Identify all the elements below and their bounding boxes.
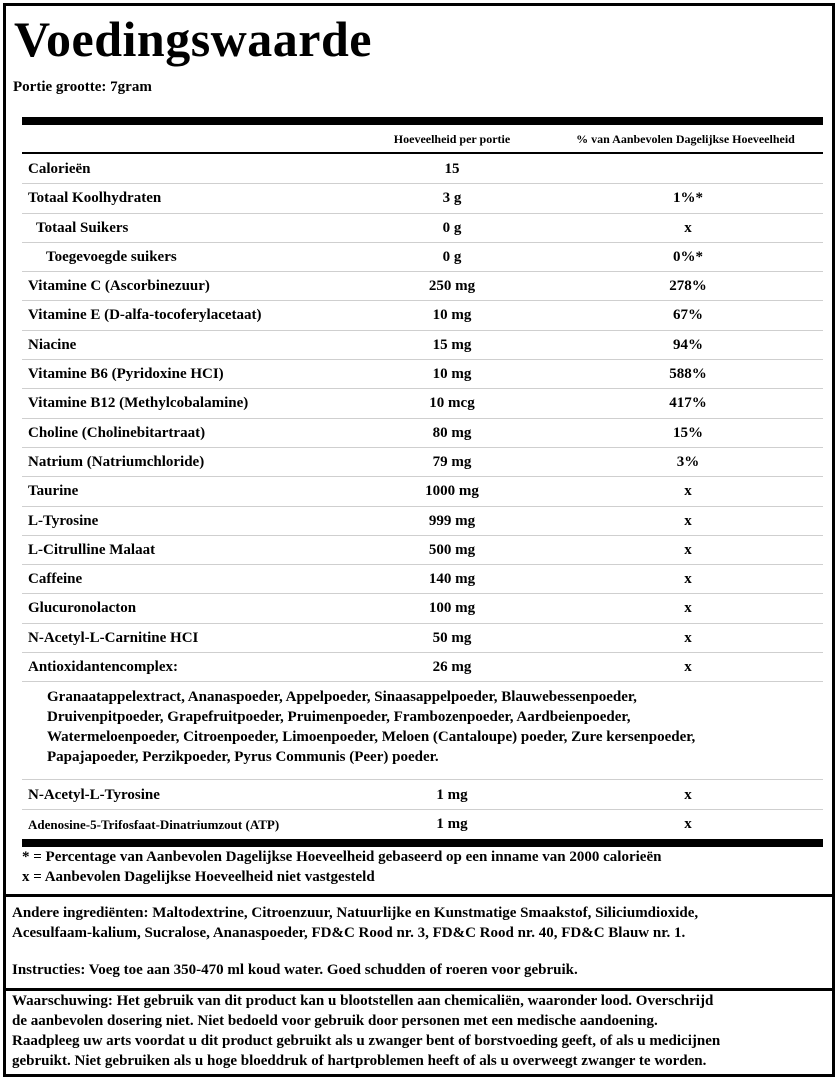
blend-line: Granaatappelextract, Ananaspoeder, Appelpoeder, Sinaasappelpoeder, Blauwebessenpoeder, [47, 689, 637, 705]
nutrient-name: Taurine [28, 483, 79, 500]
nutrient-amount: 3 g [442, 190, 462, 207]
nutrient-dv: x [684, 571, 692, 588]
nutrient-dv: x [684, 816, 692, 833]
nutrient-amount: 250 mg [428, 278, 476, 295]
nutrient-name: Glucuronolacton [28, 600, 137, 617]
blend-line: Druivenpitpoeder, Grapefruitpoeder, Pruimenpoeder, Frambozenpoeder, Aardbeienpoeder, [47, 709, 631, 725]
nutrient-name: N-Acetyl-L-Carnitine HCI [28, 629, 199, 646]
nutrient-dv: x [684, 787, 692, 803]
header-divider [22, 152, 823, 154]
nutrient-amount: 500 mg [428, 541, 476, 558]
nutrient-amount: 0 g [442, 248, 462, 265]
nutrient-dv: 417% [669, 395, 707, 412]
label-title: Voedingswaarde [14, 11, 372, 67]
nutrient-amount: 10 mg [432, 307, 472, 324]
nutrient-name: Toegevoegde suikers [46, 248, 177, 265]
nutrient-name: Vitamine E (D-alfa-tocoferylacetaat) [28, 307, 262, 324]
nutrient-row [22, 565, 823, 594]
nutrient-row [22, 243, 823, 272]
nutrient-dv: x [684, 600, 692, 617]
nutrient-amount: 1 mg [436, 787, 468, 803]
nutrient-name: Calorieën [28, 161, 91, 177]
nutrient-dv: x [684, 659, 692, 676]
nutrient-dv: x [684, 541, 692, 558]
nutrient-row [22, 653, 823, 682]
nutrient-name: Vitamine B12 (Methylcobalamine) [28, 395, 249, 412]
nutrient-row [22, 301, 823, 330]
top-bar [22, 117, 823, 125]
nutrient-name: Choline (Cholinebitartraat) [28, 424, 206, 441]
nutrient-dv: 67% [673, 307, 703, 324]
dv-column-header: % van Aanbevolen Dagelijkse Hoeveelheid [576, 132, 795, 146]
nutrient-table [22, 155, 823, 682]
nutrient-amount: 79 mg [432, 453, 472, 470]
nutrient-dv: 278% [669, 278, 707, 295]
nutrient-amount: 10 mg [432, 366, 472, 383]
nutrient-amount: 100 mg [428, 600, 476, 617]
nutrient-amount: 1000 mg [425, 483, 479, 500]
other-ingredients-line: Acesulfaam-kalium, Sucralose, Ananaspoeder, FD&C Rood nr. 3, FD&C Rood nr. 40, FD&C Blauw nr. 1. [12, 925, 686, 941]
nutrient-row [22, 272, 823, 301]
nutrient-row [22, 331, 823, 360]
nutrient-dv: x [684, 512, 692, 529]
nutrient-name: Vitamine B6 (Pyridoxine HCI) [28, 366, 224, 383]
nutrient-name: L-Tyrosine [28, 512, 99, 529]
nutrient-dv: 0%* [673, 248, 703, 265]
nutrient-amount: 10 mcg [429, 395, 475, 412]
nutrient-name: Caffeine [28, 571, 83, 588]
blend-line: Watermeloenpoeder, Citroenpoeder, Limoenpoeder, Meloen (Cantaloupe) poeder, Zure kersenpoeder, [47, 729, 696, 745]
nutrient-row [22, 214, 823, 243]
nutrient-name: Natrium (Natriumchloride) [28, 453, 205, 470]
nutrient-name: Totaal Koolhydraten [28, 190, 162, 207]
antioxidant-blend [47, 687, 817, 767]
nutrient-dv: 588% [669, 366, 707, 383]
nutrient-amount: 0 g [442, 219, 462, 236]
footnote-x: x = Aanbevolen Dagelijkse Hoeveelheid niet vastgesteld [22, 869, 375, 885]
nutrient-dv: x [684, 219, 692, 236]
warning-line: de aanbevolen dosering niet. Niet bedoeld voor gebruik door personen met een medische aandoening. [12, 1013, 658, 1029]
other-ingredients [12, 903, 824, 943]
nutrient-row [22, 477, 823, 506]
warning-line: gebruikt. Niet gebruiken als u hoge bloeddruk of hartproblemen heeft of als u overweegt zwanger te worden. [12, 1053, 707, 1069]
warning-line: Waarschuwing: Het gebruik van dit product kan u blootstellen aan chemicaliën, waaronder lood. Overschrijd [12, 993, 714, 1009]
nutrient-row [22, 810, 823, 839]
nutrient-name: Antioxidantencomplex: [28, 659, 178, 676]
warning-line: Raadpleeg uw arts voordat u dit product gebruikt als u zwanger bent of borstvoeding geeft, of als u medicijnen [12, 1033, 721, 1049]
amount-column-header: Hoeveelheid per portie [393, 132, 511, 146]
nutrient-name: Vitamine C (Ascorbinezuur) [28, 278, 210, 295]
nutrient-row [22, 536, 823, 565]
nutrient-amount: 999 mg [428, 512, 476, 529]
nutrient-row [22, 419, 823, 448]
nutrient-row [22, 360, 823, 389]
nutrient-row [22, 624, 823, 653]
warning [12, 991, 824, 1071]
nutrient-name: Totaal Suikers [36, 219, 129, 236]
nutrient-amount: 15 [444, 161, 460, 177]
bottom-bar [22, 839, 823, 847]
nutrient-row [22, 448, 823, 477]
instructions: Instructies: Voeg toe aan 350-470 ml koud water. Goed schudden of roeren voor gebruik. [12, 962, 578, 978]
footnote-star: * = Percentage van Aanbevolen Dagelijkse Hoeveelheid gebaseerd op een inname van 2000 calorieën [22, 849, 662, 865]
nutrient-name: N-Acetyl-L-Tyrosine [28, 787, 160, 803]
nutrient-dv: 94% [673, 336, 703, 353]
nutrient-amount: 26 mg [432, 659, 472, 676]
section-divider [6, 894, 832, 897]
nutrient-dv: 15% [673, 424, 703, 441]
nutrient-dv: 3% [676, 453, 700, 470]
blend-divider [22, 779, 823, 780]
other-ingredients-line: Andere ingrediënten: Maltodextrine, Citroenzuur, Natuurlijke en Kunstmatige Smaakstof, Siliciumdioxide, [12, 905, 699, 921]
nutrient-row [22, 781, 823, 810]
blend-line: Papajapoeder, Perzikpoeder, Pyrus Communis (Peer) poeder. [47, 749, 439, 765]
nutrient-row [22, 507, 823, 536]
nutrient-dv: 1%* [673, 190, 703, 207]
nutrient-amount: 15 mg [432, 336, 472, 353]
nutrient-row [22, 594, 823, 623]
extra-nutrient-table [22, 781, 823, 840]
nutrient-name: Niacine [28, 336, 77, 353]
nutrient-name: Adenosine-5-Trifosfaat-Dinatriumzout (ATP) [28, 817, 280, 833]
nutrient-dv: x [684, 629, 692, 646]
nutrient-amount: 1 mg [436, 816, 468, 833]
nutrient-row [22, 155, 823, 184]
nutrient-amount: 140 mg [428, 571, 476, 588]
nutrient-row [22, 184, 823, 213]
nutrient-row [22, 389, 823, 418]
nutrient-name: L-Citrulline Malaat [28, 541, 156, 558]
portion-size: Portie grootte: 7gram [13, 79, 152, 95]
nutrient-dv: x [684, 483, 692, 500]
nutrient-amount: 50 mg [432, 629, 472, 646]
nutrient-amount: 80 mg [432, 424, 472, 441]
